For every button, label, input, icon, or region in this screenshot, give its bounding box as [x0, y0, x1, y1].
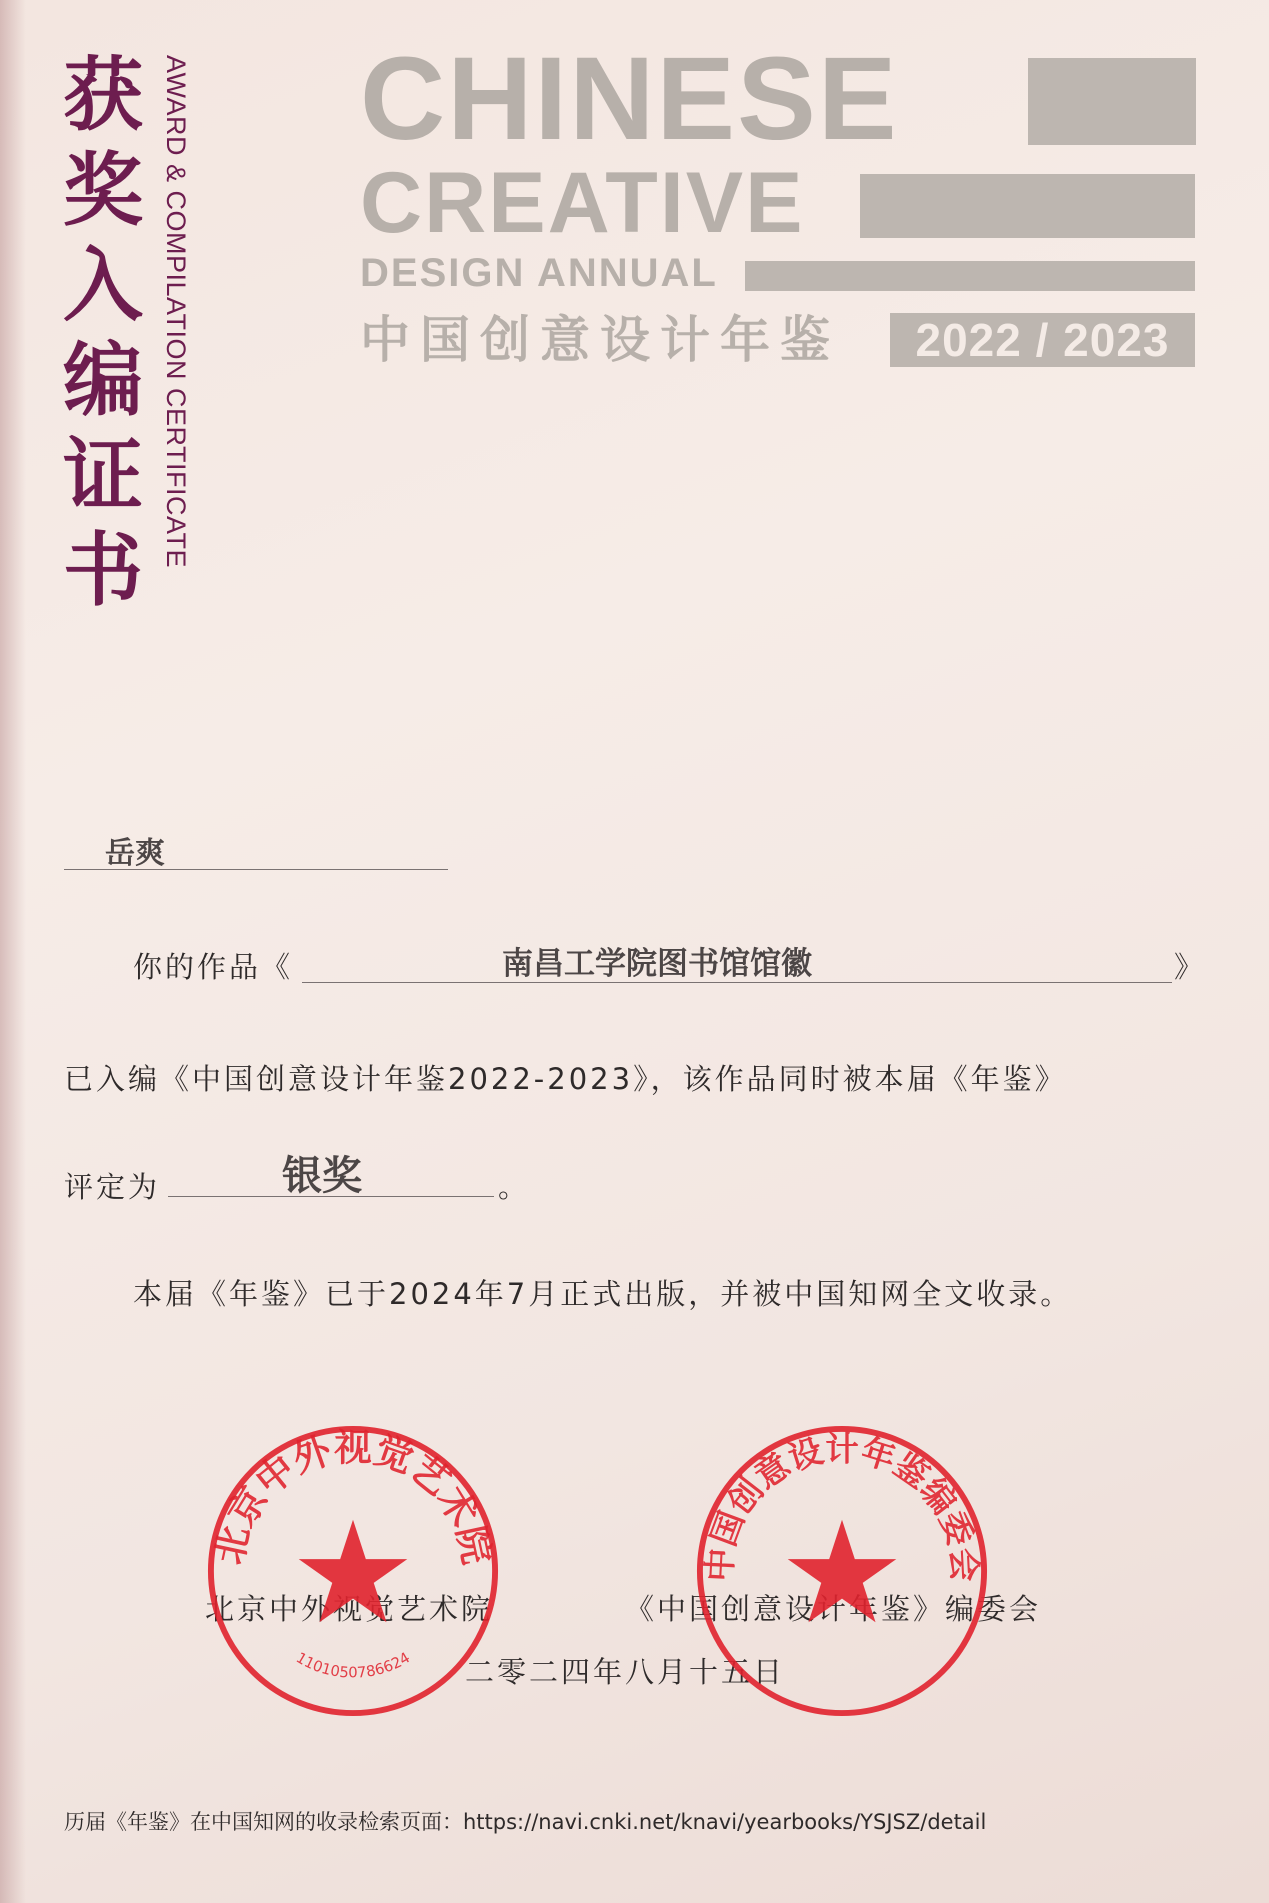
work-underline [302, 982, 1172, 983]
seal-2-text: 中国创意设计年鉴编委会 [699, 1429, 985, 1583]
rated-prefix: 评定为 [64, 1170, 161, 1204]
svg-text:1101050786624 [293, 1649, 413, 1681]
logo-bar [1028, 58, 1196, 145]
logo-bar [860, 174, 1195, 238]
seal-yearbook-committee [694, 1423, 990, 1719]
title-char: 编 [63, 333, 143, 427]
seal-star-icon [788, 1520, 897, 1623]
signature-org-2: 《中国创意设计年鉴》编委会 [625, 1592, 1042, 1626]
logo-line-cn: 中国创意设计年鉴 [360, 312, 840, 368]
title-char: 入 [63, 238, 143, 332]
seal-1-number: 1101050786624 [292, 1649, 414, 1682]
title-char: 证 [63, 428, 143, 522]
title-char: 获 [63, 48, 143, 142]
page-edge-shadow [0, 0, 26, 1903]
logo-bar [745, 261, 1195, 291]
work-suffix: 》 [1174, 950, 1207, 984]
seal-beijing-visual-arts [205, 1423, 501, 1719]
award-level: 银奖 [282, 1152, 362, 1199]
certificate-title [58, 48, 148, 618]
seal-star-icon [299, 1520, 408, 1623]
work-title: 南昌工学院图书馆馆徽 [502, 946, 812, 982]
award-underline [168, 1196, 494, 1197]
annual-logo [360, 33, 1195, 368]
logo-line-chinese: CHINESE [360, 33, 899, 165]
rated-suffix: 。 [498, 1170, 531, 1204]
certificate-subtitle-en: AWARD & COMPILATION CERTIFICATE [161, 55, 191, 569]
publish-statement: 本届《年鉴》已于2024年7月正式出版，并被中国知网全文收录。 [133, 1277, 1073, 1311]
recipient-underline [64, 869, 448, 870]
included-statement: 已入编《中国创意设计年鉴2022-2023》，该作品同时被本届《年鉴》 [64, 1062, 1067, 1096]
recipient-name: 岳爽 [105, 836, 165, 871]
footer-note: 历届《年鉴》在中国知网的收录检索页面：https://navi.cnki.net/knavi/yearbooks/YSJSZ/detail [64, 1810, 987, 1834]
logo-line-design-annual: DESIGN ANNUAL [360, 251, 718, 295]
issue-date: 二零二四年八月十五日 [465, 1655, 786, 1689]
logo-years: 2022 / 2023 [890, 313, 1195, 367]
title-char: 书 [63, 523, 143, 617]
seal-1-text: 北京中外视觉艺术院 [206, 1425, 500, 1568]
signature-org-1: 北京中外视觉艺术院 [205, 1592, 494, 1626]
title-char: 奖 [63, 143, 143, 237]
logo-line-creative: CREATIVE [360, 155, 805, 251]
work-prefix: 你的作品《 [133, 950, 294, 984]
